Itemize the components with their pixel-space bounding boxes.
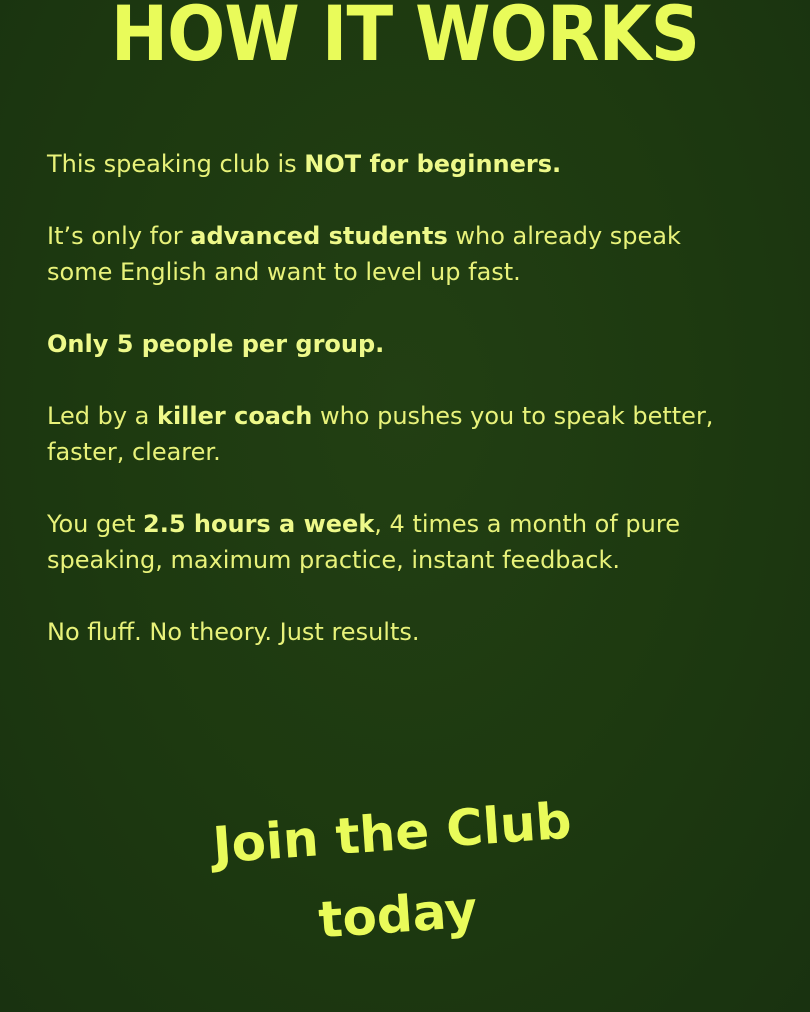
paragraph-text: No fluff. No theory. Just results. [47, 618, 420, 646]
paragraph-schedule [47, 506, 747, 578]
page-title: HOW IT WORKS [110, 0, 700, 78]
paragraph-text: who pushes you to speak better, faster, clearer. [47, 402, 714, 466]
paragraph-text: Led by a [47, 402, 157, 430]
cta-line-2: today [316, 880, 480, 950]
paragraph-text: You get [47, 510, 144, 538]
paragraph-not-for-beginners [47, 146, 747, 182]
paragraph-emphasis: NOT for beginners. [304, 150, 562, 178]
paragraph-emphasis: 2.5 hours a week [143, 510, 375, 538]
paragraph-text: who already speak some English and want to level up fast. [47, 222, 681, 286]
paragraph-emphasis: advanced students [190, 222, 448, 250]
paragraph-coach [47, 398, 747, 470]
description [47, 146, 747, 686]
paragraph-emphasis: Only 5 people per group. [47, 330, 385, 358]
join-club-cta[interactable] [190, 778, 600, 970]
paragraph-text: It’s only for [47, 222, 191, 250]
paragraph-text: This speaking club is [47, 150, 305, 178]
paragraph-advanced-students [47, 218, 747, 290]
paragraph-text: , 4 times a month of pure speaking, maximum practice, instant feedback. [47, 510, 680, 574]
cta-section [0, 792, 810, 972]
paragraph-group-size [47, 326, 747, 362]
paragraph-tagline [47, 614, 747, 650]
paragraph-emphasis: killer coach [156, 402, 313, 430]
cta-line-1: Join the Club [210, 791, 574, 875]
